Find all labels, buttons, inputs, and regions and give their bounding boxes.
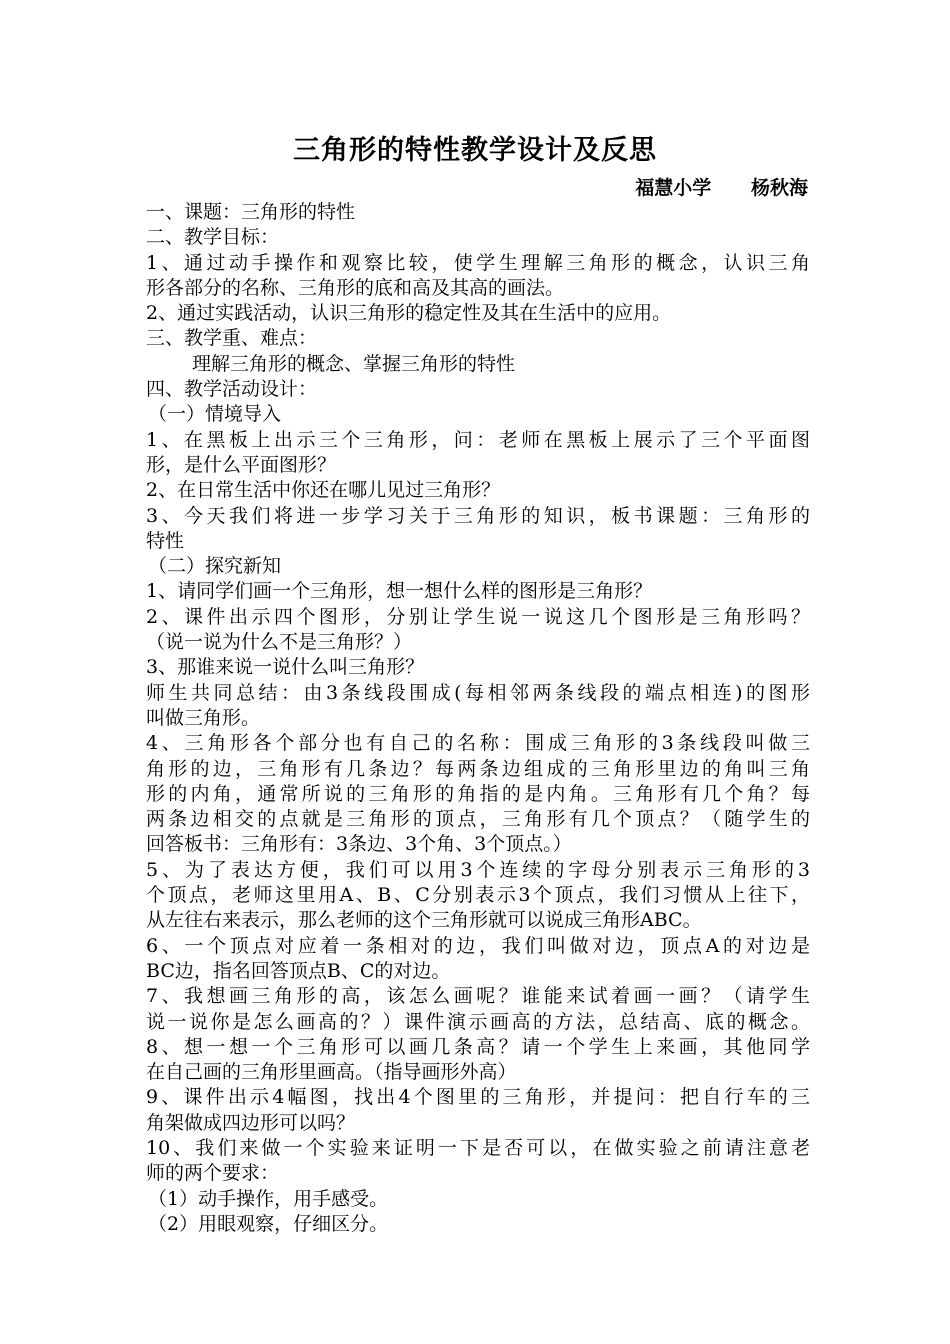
text-line: 从左往右来表示，那么老师的这个三角形就可以说成三角形ABC。: [146, 909, 702, 932]
text-line: 9、课件出示4幅图，找出4个图里的三角形，并提问：把自行车的三: [146, 1086, 810, 1109]
text-line: 形，是什么平面图形？: [146, 453, 337, 476]
text-line: 形各部分的名称、三角形的底和高及其高的画法。: [146, 276, 565, 299]
text-line: 说一说你是怎么画高的？）课件演示画高的方法，总结高、底的概念。: [146, 1010, 810, 1033]
text-line: 角形的边，三角形有几条边？每两条边组成的三角形里边的角叫三角: [146, 757, 810, 780]
text-line: 二、教学目标：: [146, 226, 280, 249]
document-title: 三角形的特性教学设计及反思: [293, 135, 657, 166]
text-line: 师的两个要求：: [146, 1162, 280, 1185]
text-line: 形的内角，通常所说的三角形的角指的是内角。三角形有几个角？每: [146, 782, 810, 805]
text-line: 6、一个顶点对应着一条相对的边，我们叫做对边，顶点A的对边是: [146, 934, 810, 957]
text-line: 四、教学活动设计：: [146, 378, 318, 401]
text-line: 4、三角形各个部分也有自己的名称：围成三角形的3条线段叫做三: [146, 732, 810, 755]
text-line: （说一说为什么不是三角形？）: [146, 631, 413, 654]
text-line: 2、在日常生活中你还在哪儿见过三角形？: [146, 479, 501, 502]
text-line: 1、通过动手操作和观察比较，使学生理解三角形的概念，认识三角: [146, 251, 810, 274]
text-line: BC边，指名回答顶点B、C的对边。: [146, 959, 451, 982]
text-line: 个顶点，老师这里用A、B、C分别表示3个顶点，我们习惯从上往下，: [146, 884, 810, 907]
text-line: 三、教学重、难点：: [146, 327, 318, 350]
text-line: 7、我想画三角形的高，该怎么画呢？谁能来试着画一画？（请学生: [146, 985, 810, 1008]
text-line: 特性: [146, 529, 185, 552]
text-line: （2）用眼观察，仔细区分。: [148, 1212, 389, 1235]
text-line: 在自己画的三角形里画高。（指导画形外高）: [146, 1061, 517, 1084]
text-line: 2、通过实践活动，认识三角形的稳定性及其在生活中的应用。: [146, 302, 672, 325]
text-line: （二）探究新知: [148, 555, 282, 578]
text-line: 角架做成四边形可以吗？: [146, 1111, 356, 1134]
text-line: 3、今天我们将进一步学习关于三角形的知识，板书课题：三角形的: [146, 504, 810, 527]
text-line: 10、我们来做一个实验来证明一下是否可以，在做实验之前请注意老: [146, 1136, 810, 1159]
text-line: 8、想一想一个三角形可以画几条高？请一个学生上来画，其他同学: [146, 1035, 810, 1058]
text-line: 师生共同总结：由3条线段围成(每相邻两条线段的端点相连)的图形: [146, 681, 810, 704]
text-line: 回答板书：三角形有：3条边、3个角、3个顶点。）: [146, 833, 572, 856]
text-line: 两条边相交的点就是三角形的顶点，三角形有几个顶点？（随学生的: [146, 808, 810, 831]
text-line: （一）情境导入: [148, 403, 282, 426]
document-body: [146, 200, 810, 1237]
text-line: 2、课件出示四个图形，分别让学生说一说这几个图形是三角形吗？: [146, 605, 810, 628]
text-line: 5、为了表达方便，我们可以用3个连续的字母分别表示三角形的3: [146, 858, 810, 881]
text-line: 一、课题：三角形的特性: [146, 201, 356, 223]
text-line: （1）动手操作，用手感受。: [148, 1187, 389, 1210]
text-line: 3、那谁来说一说什么叫三角形？: [146, 656, 425, 679]
author-line: 福慧小学 杨秋海: [635, 177, 808, 199]
text-line: 1、请同学们画一个三角形，想一想什么样的图形是三角形？: [146, 580, 653, 603]
text-line: 理解三角形的概念、掌握三角形的特性: [192, 352, 516, 375]
text-line: 1、在黑板上出示三个三角形，问：老师在黑板上展示了三个平面图: [146, 428, 810, 451]
text-line: 叫做三角形。: [146, 706, 261, 729]
